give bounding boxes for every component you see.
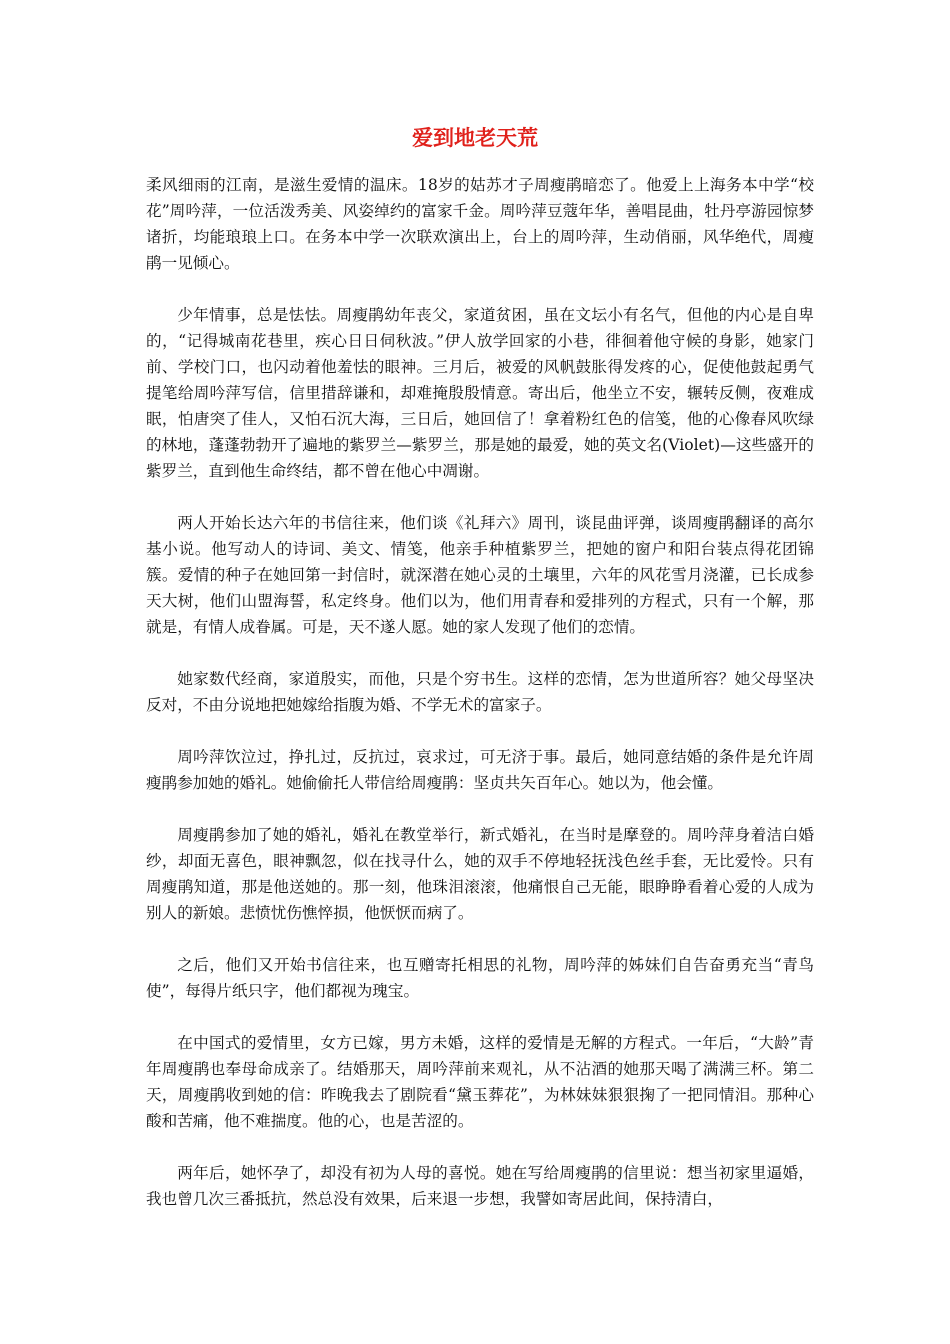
paragraph: 周瘦鹃参加了她的婚礼，婚礼在教堂举行，新式婚礼，在当时是摩登的。周吟萍身着洁白婚纱，却面无喜色，眼神飘忽，似在找寻什么，她的双手不停地轻抚浅色丝手套，无比爱怜。只有周瘦鹃知道，那是他送她的。那一刻，他珠泪滚滚，他痛恨自己无能，眼睁睁看着心爱的人成为别人的新娘。悲愤忧伤憔悴损，他恹恹而病了。 <box>146 826 814 922</box>
paragraph: 柔风细雨的江南，是滋生爱情的温床。18岁的姑苏才子周瘦鹃暗恋了。他爱上上海务本中学“校花”周吟萍，一位活泼秀美、风姿绰约的富家千金。周吟萍豆蔻年华，善唱昆曲，牡丹亭游园惊梦诸折，均能琅琅上口。在务本中学一次联欢演出上，台上的周吟萍，生动俏丽，风华绝代，周瘦鹃一见倾心。 <box>146 176 814 272</box>
article-body <box>146 172 814 1238</box>
paragraph: 少年情事，总是怯怯。周瘦鹃幼年丧父，家道贫困，虽在文坛小有名气，但他的内心是自卑的，“记得城南花巷里，疾心日日伺秋波。”伊人放学回家的小巷，徘徊着他守候的身影，她家门前、学校门口，也闪动着他羞怯的眼神。三月后，被爱的风帆鼓胀得发疼的心，促使他鼓起勇气提笔给周吟萍写信，信里措辞谦和，却难掩殷殷情意。寄出后，他坐立不安，辗转反侧，夜难成眠，怕唐突了佳人，又怕石沉大海，三日后，她回信了！拿着粉红色的信笺，他的心像春风吹绿的林地，蓬蓬勃勃开了遍地的紫罗兰—紫罗兰，那是她的最爱，她的英文名(Violet)—这些盛开的紫罗兰，直到他生命终结，都不曾在他心中凋谢。 <box>146 306 814 480</box>
article-title: 爱到地老天荒 <box>412 126 538 150</box>
paragraph: 她家数代经商，家道殷实，而他，只是个穷书生。这样的恋情，怎为世道所容？她父母坚决反对，不由分说地把她嫁给指腹为婚、不学无术的富家子。 <box>146 670 814 714</box>
paragraph: 两人开始长达六年的书信往来，他们谈《礼拜六》周刊，谈昆曲评弹，谈周瘦鹃翻译的高尔基小说。他写动人的诗词、美文、情笺，他亲手种植紫罗兰，把她的窗户和阳台装点得花团锦簇。爱情的种子在她回第一封信时，就深潜在她心灵的土壤里，六年的风花雪月浇灌，已长成参天大树，他们山盟海誓，私定终身。他们以为，他们用青春和爱排列的方程式，只有一个解，那就是，有情人成眷属。可是，天不遂人愿。她的家人发现了他们的恋情。 <box>146 514 814 636</box>
paragraph: 之后，他们又开始书信往来，也互赠寄托相思的礼物，周吟萍的姊妹们自告奋勇充当“青鸟使”，每得片纸只字，他们都视为瑰宝。 <box>146 956 814 1000</box>
paragraph: 周吟萍饮泣过，挣扎过，反抗过，哀求过，可无济于事。最后，她同意结婚的条件是允许周瘦鹃参加她的婚礼。她偷偷托人带信给周瘦鹃：坚贞共矢百年心。她以为，他会懂。 <box>146 748 814 792</box>
paragraph: 在中国式的爱情里，女方已嫁，男方未婚，这样的爱情是无解的方程式。一年后，“大龄”青年周瘦鹃也奉母命成亲了。结婚那天，周吟萍前来观礼，从不沾酒的她那天喝了满满三杯。第二天，周瘦鹃收到她的信：昨晚我去了剧院看“黛玉葬花”，为林妹妹狠狠掬了一把同情泪。那种心酸和苦痛，他不难揣度。他的心，也是苦涩的。 <box>146 1034 814 1130</box>
paragraph: 两年后，她怀孕了，却没有初为人母的喜悦。她在写给周瘦鹃的信里说：想当初家里逼婚，我也曾几次三番抵抗，然总没有效果，后来退一步想，我譬如寄居此间，保持清白， <box>146 1164 814 1208</box>
